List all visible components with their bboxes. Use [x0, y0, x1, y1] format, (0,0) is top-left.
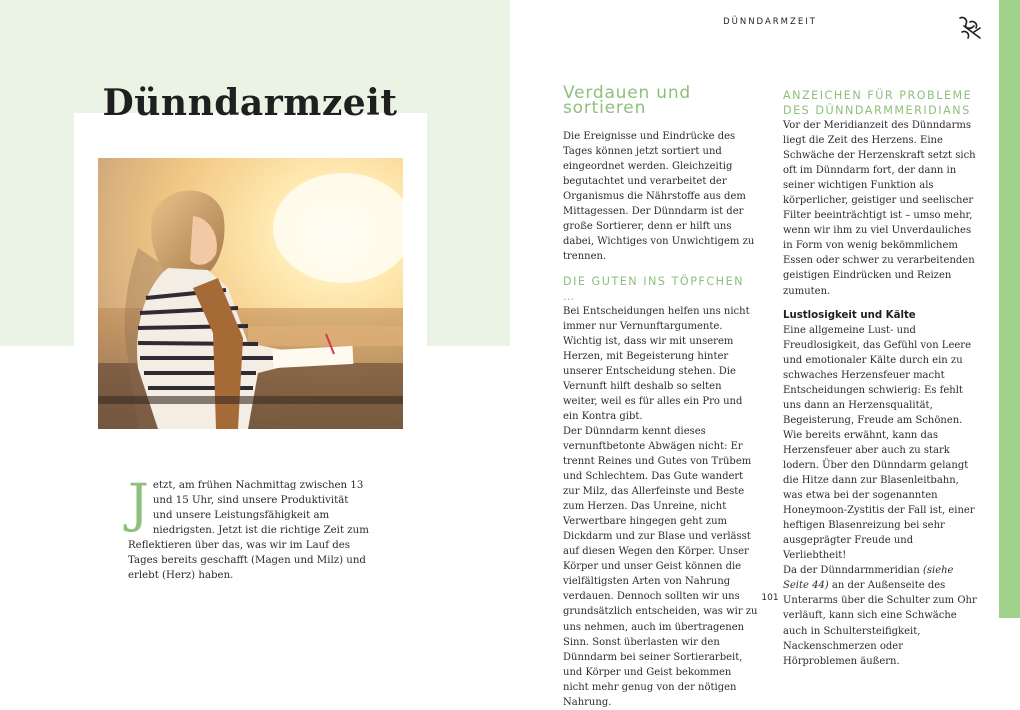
photo-illustration	[98, 158, 403, 429]
paragraph-duenndarm-kennt: Der Dünndarm kennt dieses vernunftbetonte Abwägen nicht: Er trennt Reines und Gutes von Trübem und Schlechtem. Das Gute wandert zur Milz, das Allerfeinste und Beste zum Herzen. Das Unreine, nicht Verwertbare hingegen geht zum Dickdarm und zur Blase und verlässt auf diesen Wegen den Körper. Unser Körper und unser Geist können die vielfältigsten Arten von Nahrung verdauen. Dennoch sollten wir uns grundsätzlich entscheiden, was wir zu uns nehmen, auch im übertragenen Sinn. Sonst überlasten wir den Dünndarm bei seiner Sortierarbeit, und Körper und Geist bekommen nicht mehr genug von der nötigen Nahrung.	[563, 425, 758, 708]
calligraphy-sign-icon	[956, 12, 984, 42]
paragraph-entscheidungen: Bei Entscheidungen helfen uns nicht immer nur Vernunftargumente. Wichtig ist, dass wir mit unserem Herzen, mit Begeisterung hinter unserer Entscheidung stehen. Die Vernunft hilft deshalb so selten weiter, weil es für alles ein Pro und ein Kontra gibt.	[563, 305, 750, 422]
photo-woman-writing-at-sunset	[98, 158, 403, 429]
paragraph-meridianzeit: Vor der Meridianzeit des Dünndarms liegt die Zeit des Herzens. Eine Schwäche der Herzenskraft setzt sich oft im Dünndarm fort, der dann in seiner wichtigen Funktion als körperlicher, geistiger und seelischer Filter beeinträchtigt ist – umso mehr, wenn wir ihm zu viel Unverdauliches in Form von wenig bekömmlichem Essen oder schwer zu verarbeitenden geistigen Eindrücken und Reizen zumuten.	[783, 120, 976, 297]
heading-verdauen: Verdauen und sortieren	[563, 83, 692, 119]
dropcap-letter: J	[128, 474, 149, 534]
intro-text: etzt, am frühen Nachmittag zwischen 13 und 15 Uhr, sind unsere Produktivität und unsere Leistungsfähigkeit am niedrigsten. Jetzt ist die richtige Zeit zum Reflektieren über das, was wir im Lauf des Tages bereits geschafft (Magen und Milz) und erlebt (Herz) haben.	[128, 480, 369, 581]
paragraph-meridian-verlauf	[783, 563, 977, 668]
column-left	[563, 82, 758, 710]
intro-paragraph	[128, 474, 370, 583]
running-head: DÜNNDARMZEIT	[723, 17, 817, 27]
text-part: Da der Dünndarmmeridian	[783, 565, 923, 577]
page-number: 101	[761, 593, 779, 603]
chapter-title: Dünndarmzeit	[102, 82, 398, 124]
paragraph-ereignisse: Die Ereignisse und Eindrücke des Tages können jetzt sortiert und eingeordnet werden. Gleichzeitig begutachtet und verarbeitet der Organismus die Nährstoffe aus dem Mittagessen. Der Dünndarm ist der große Sortierer, denn er hilft uns dabei, Wichtiges von Unwichtigem zu trennen.	[563, 131, 755, 263]
heading-anzeichen: ANZEICHEN FÜR PROBLEME DES DÜNNDARMMERIDIANS	[783, 89, 973, 117]
paragraph-herzensfeuer: Wie bereits erwähnt, kann das Herzensfeuer aber auch zu stark lodern. Über den Dünndarm gelangt die Hitze dann zur Blasenleitbahn, was etwa bei der sogenannten Honeymoon-Zystitis der Fall ist, einer heftigen Blasenreizung bei sehr ausgeprägter Freude und Verliebtheit!	[783, 429, 975, 562]
text-part: an der Außenseite des Unterarms über die Schulter zum Ohr verläuft, kann sich eine Schwäche auch in Schultersteifigkeit, Nackenschmerzen oder Hörproblemen äußern.	[783, 580, 977, 667]
page-edge-strip	[999, 0, 1020, 618]
page-reference: (siehe Seite 44)	[783, 565, 954, 592]
paragraph-lustlosigkeit: Eine allgemeine Lust- und Freudlosigkeit, das Gefühl von Leere und emotionaler Kälte durch ein zu schwaches Herzensfeuer macht Entscheidungen schwierig: Es fehlt uns dann an Herzensqualität, Begeisterung, Freude am Schönen.	[783, 324, 971, 426]
column-right	[783, 82, 977, 669]
subheading-lustlosigkeit: Lustlosigkeit und Kälte	[783, 309, 916, 321]
heading-toepfchen: DIE GUTEN INS TÖPFCHEN …	[563, 274, 745, 303]
